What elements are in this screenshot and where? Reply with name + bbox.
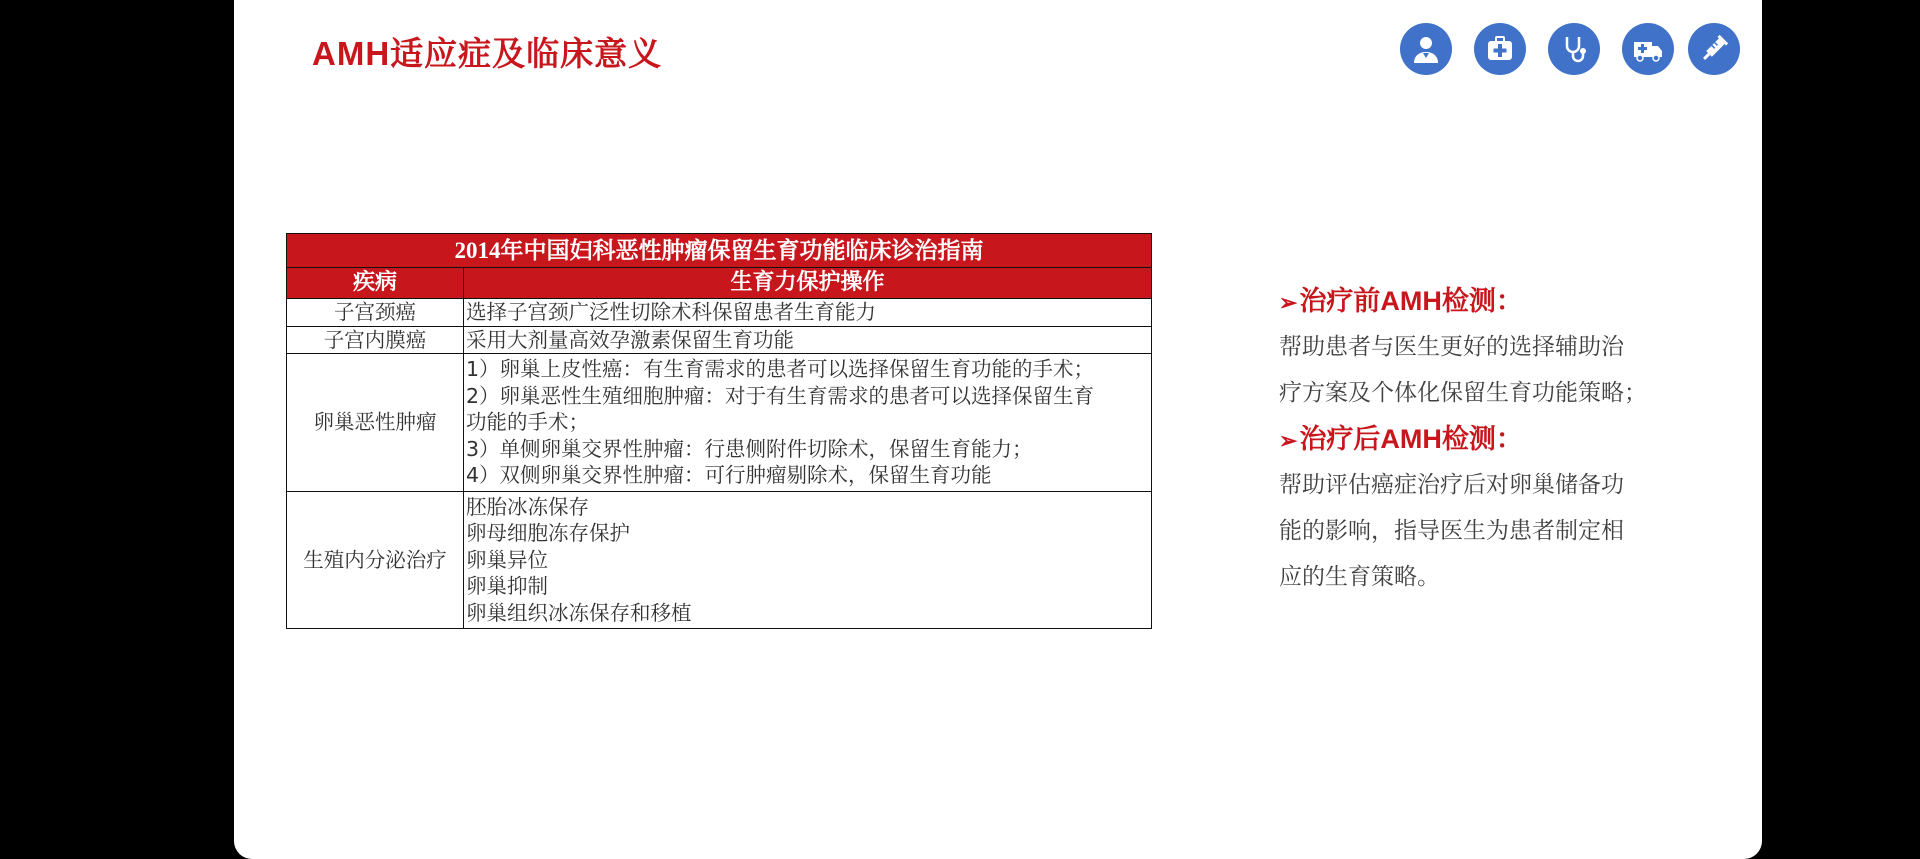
stethoscope-icon (1548, 23, 1600, 75)
table-caption: 2014年中国妇科恶性肿瘤保留生育功能临床诊治指南 (287, 234, 1152, 268)
disease-cell: 生殖内分泌治疗 (287, 491, 464, 629)
operation-line: 卵母细胞冻存保护 (466, 521, 630, 545)
operation-cell (464, 354, 1152, 492)
pre-treatment-heading (1279, 278, 1719, 324)
operation-line: 功能的手术； (466, 410, 589, 434)
paragraph-line: 帮助患者与医生更好的选择辅助治 (1279, 334, 1624, 360)
operation-cell (464, 299, 1152, 327)
ambulance-icon (1622, 23, 1674, 75)
slide-title: AMH适应症及临床意义 (312, 35, 663, 72)
operation-line: 1）卵巢上皮性癌：有生育需求的患者可以选择保留生育功能的手术； (466, 357, 1095, 381)
column-header-operation: 生育力保护操作 (464, 268, 1152, 299)
table-row (287, 354, 1152, 492)
post-treatment-heading (1279, 416, 1719, 462)
amh-notes (1279, 278, 1719, 600)
arrow-icon: ➢ (1279, 428, 1298, 453)
table-row (287, 491, 1152, 629)
paragraph-line: 能的影响，指导医生为患者制定相 (1279, 518, 1624, 544)
arrow-icon: ➢ (1279, 290, 1298, 315)
heading-text: 治疗后AMH检测： (1299, 424, 1523, 454)
post-treatment-text (1279, 462, 1719, 600)
paragraph-line: 应的生育策略。 (1279, 564, 1440, 590)
operation-line: 卵巢异位 (466, 547, 548, 572)
heading-text: 治疗前AMH检测： (1299, 286, 1523, 316)
first-aid-kit-icon (1474, 23, 1526, 75)
paragraph-line: 帮助评估癌症治疗后对卵巢储备功 (1279, 472, 1624, 498)
disease-cell: 子宫内膜癌 (287, 326, 464, 354)
operation-cell (464, 491, 1152, 629)
table-row (287, 326, 1152, 354)
operation-line: 卵巢抑制 (466, 574, 548, 598)
operation-line: 卵巢组织冰冻保存和移植 (466, 600, 692, 625)
operation-line: 选择子宫颈广泛性切除术科保留患者生育能力 (466, 300, 876, 324)
operation-line: 胚胎冰冻保存 (466, 494, 589, 519)
operation-line: 2）卵巢恶性生殖细胞肿瘤：对于有生育需求的患者可以选择保留生育 (466, 383, 1095, 408)
disease-cell: 子宫颈癌 (287, 299, 464, 327)
disease-cell: 卵巢恶性肿瘤 (287, 354, 464, 492)
operation-cell (464, 326, 1152, 354)
operation-line: 4）双侧卵巢交界性肿瘤：可行肿瘤剔除术，保留生育功能 (466, 463, 992, 487)
doctor-icon (1400, 23, 1452, 75)
paragraph-line: 疗方案及个体化保留生育功能策略； (1279, 380, 1647, 406)
syringe-icon (1688, 23, 1740, 75)
operation-line: 采用大剂量高效孕激素保留生育功能 (466, 327, 794, 352)
pre-treatment-text (1279, 324, 1719, 416)
guideline-table (286, 233, 1152, 629)
slide (234, 0, 1762, 859)
column-header-disease: 疾病 (287, 268, 464, 299)
table-row (287, 299, 1152, 327)
operation-line: 3）单侧卵巢交界性肿瘤：行患侧附件切除术，保留生育能力； (466, 436, 1033, 461)
